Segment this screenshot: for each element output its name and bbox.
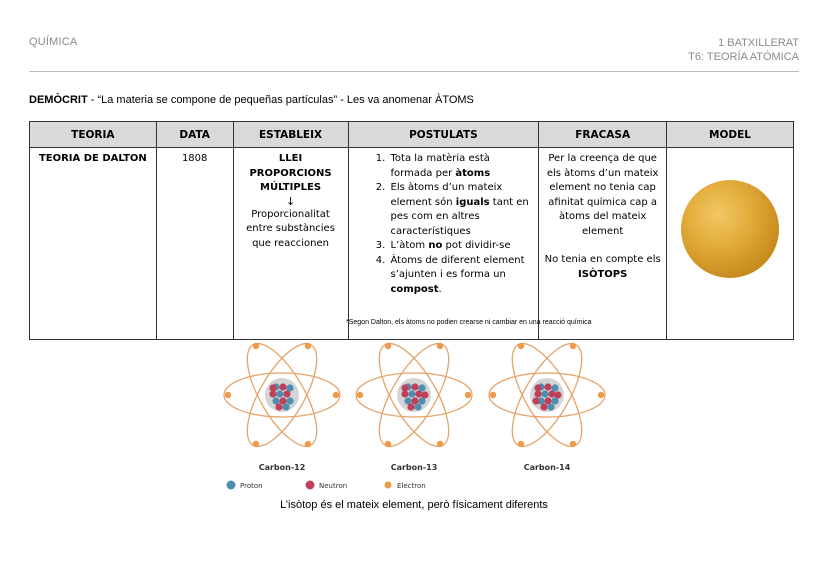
electron-icon — [385, 482, 392, 489]
atomic-theory-table — [29, 121, 794, 340]
atom-carbon-13 — [356, 334, 472, 456]
list-item: 3. L’àtom no pot dividir-se — [389, 239, 535, 254]
intro-text: “La materia se compone de pequeñas partículas” - Les va anomenar ÀTOMS — [97, 94, 474, 106]
intro-line — [29, 94, 474, 106]
atom-carbon-14 — [489, 334, 605, 456]
topic-label: T6: TEORÍA ATÓMICA — [688, 51, 799, 63]
legend-electron: Electron — [397, 482, 426, 490]
fails-cell — [539, 148, 667, 340]
subject-label: QUÍMICA — [29, 36, 78, 48]
arrow-down-icon: ↓ — [285, 194, 296, 208]
law-description: Proporcionalitat entre substàncies que reaccionen — [246, 208, 335, 249]
postulates-cell — [348, 148, 539, 340]
legend-neutron: Neutron — [319, 482, 348, 490]
dalton-sphere-model — [681, 180, 779, 278]
label-carbon-13: Carbon-13 — [390, 463, 438, 472]
header-teoria: TEORIA — [30, 122, 157, 148]
list-item: 1. Tota la matèria està formada per àtoms — [389, 152, 535, 181]
legend — [227, 481, 426, 491]
intro-name: DEMÒCRIT — [29, 94, 88, 106]
list-item: 4. Àtoms de diferent element s’ajunten i es forma un compost. — [389, 254, 535, 298]
legend-proton: Proton — [240, 482, 263, 490]
header-model: MODEL — [667, 122, 794, 148]
header-data: DATA — [156, 122, 233, 148]
isotope-caption: L’isòtop és el mateix element, però físicament diferents — [280, 499, 548, 511]
list-item: 2. Els àtoms d’un mateix element són iguals tant en pes com en altres característiques — [389, 181, 535, 239]
establishes-cell — [233, 148, 348, 340]
footnote: *Segon Dalton, els àtoms no podien crearse ni cambiar en una reacció química — [346, 319, 592, 326]
date-cell: 1808 — [156, 148, 233, 340]
fails-text: Per la creença de que els àtoms d’un mateix element no tenia cap afinitat química cap a àtoms del mateix element — [546, 153, 659, 237]
label-carbon-12: Carbon-12 — [258, 463, 306, 472]
isotopes-illustration — [218, 333, 610, 501]
neutron-icon — [306, 481, 315, 490]
intro-separator: - — [87, 94, 98, 106]
model-cell — [667, 148, 794, 340]
postulates-list — [353, 152, 535, 297]
table-row — [30, 148, 794, 340]
header-divider — [29, 71, 799, 72]
header-fracasa: FRACASA — [539, 122, 667, 148]
proton-icon — [227, 481, 236, 490]
table-header-row — [30, 122, 794, 148]
label-carbon-14: Carbon-14 — [523, 463, 571, 472]
theory-cell: TEORIA DE DALTON — [30, 148, 157, 340]
atom-carbon-12 — [224, 334, 340, 456]
law-title: LLEI PROPORCIONS MÚLTIPLES — [249, 153, 332, 193]
header-right — [688, 36, 799, 64]
course-label: 1 BATXILLERAT — [718, 37, 799, 49]
fails-isotopes: No tenia en compte els ISÒTOPS — [544, 254, 661, 280]
header-postulats: POSTULATS — [348, 122, 539, 148]
header-estableix: ESTABLEIX — [233, 122, 348, 148]
